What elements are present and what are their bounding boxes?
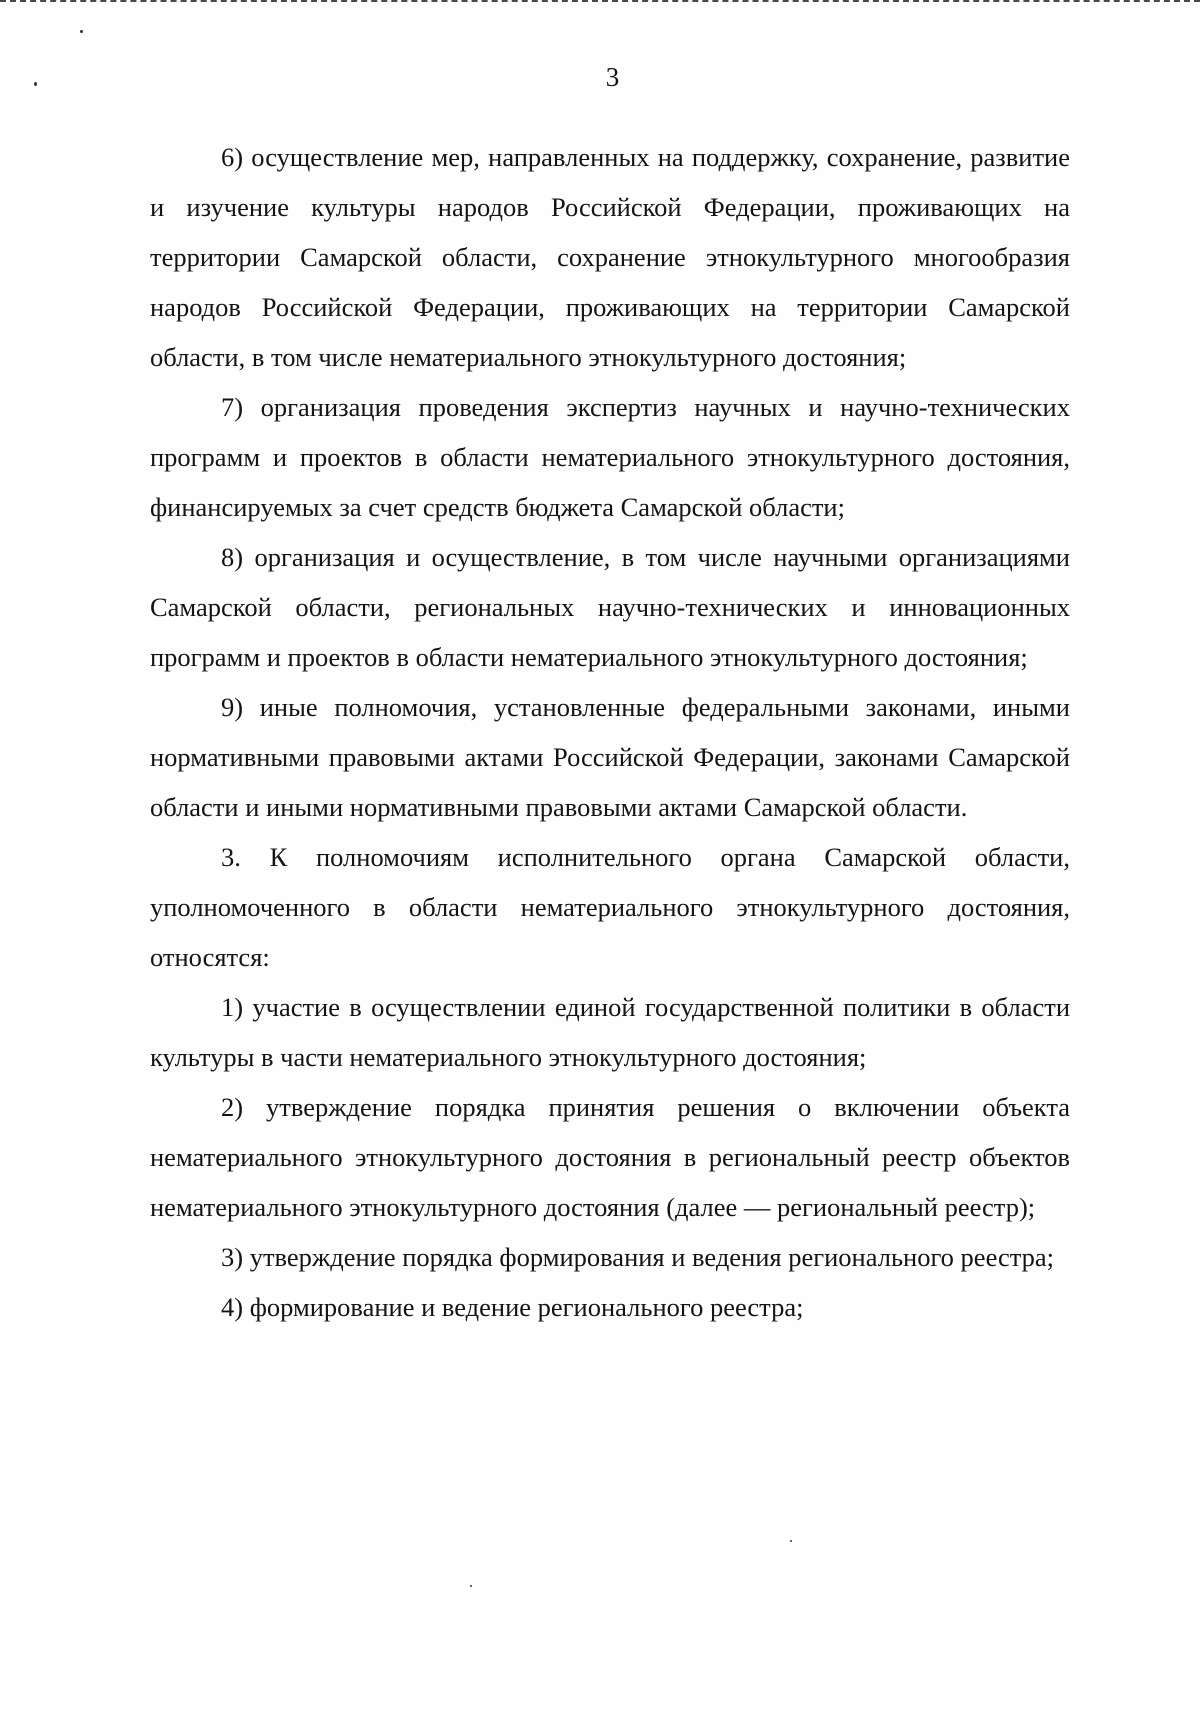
paragraph-section-3: 3. К полномочиям исполнительного органа Самарской области, уполномоченного в области нематериального этнокультурного достояния, относятся: xyxy=(150,842,1070,972)
paragraph-item-7: 7) организация проведения экспертиз научных и научно-технических программ и проектов в области нематериального этнокультурного достояния, финансируемых за счет средств бюджета Самарской области; xyxy=(150,392,1070,522)
paragraph-item-6: 6) осуществление мер, направленных на поддержку, сохранение, развитие и изучение культуры народов Российской Федерации, проживающих на территории Самарской области, сохранение этнокультурного многообразия народов Российской Федерации, проживающих на территории Самарской области, в том числе нематериального этнокультурного достояния; xyxy=(150,142,1070,372)
paragraph-item-8: 8) организация и осуществление, в том числе научными организациями Самарской области, региональных научно-технических и инновационных программ и проектов в области нематериального этнокультурного достояния; xyxy=(150,542,1070,672)
paragraph-item-9: 9) иные полномочия, установленные федеральными законами, иными нормативными правовыми актами Российской Федерации, законами Самарской области и иными нормативными правовыми актами Самарской области. xyxy=(150,692,1070,822)
scan-edge-artifact xyxy=(0,0,1200,6)
scan-speck xyxy=(80,30,83,33)
paragraph-subitem-1: 1) участие в осуществлении единой государственной политики в области культуры в части нематериального этнокультурного достояния; xyxy=(150,992,1070,1072)
paragraph-subitem-4: 4) формирование и ведение регионального реестра; xyxy=(221,1292,804,1322)
scan-speck xyxy=(470,1585,472,1587)
paragraph-subitem-3: 3) утверждение порядка формирования и ведения регионального реестра; xyxy=(221,1242,1055,1272)
document-body xyxy=(150,132,1070,1332)
paragraph-subitem-2: 2) утверждение порядка принятия решения о включении объекта нематериального этнокультурного достояния в региональный реестр объектов нематериального этнокультурного достояния (далее — региональный реестр); xyxy=(150,1092,1070,1222)
scan-speck xyxy=(790,1540,792,1542)
page-number: 3 xyxy=(605,62,620,92)
